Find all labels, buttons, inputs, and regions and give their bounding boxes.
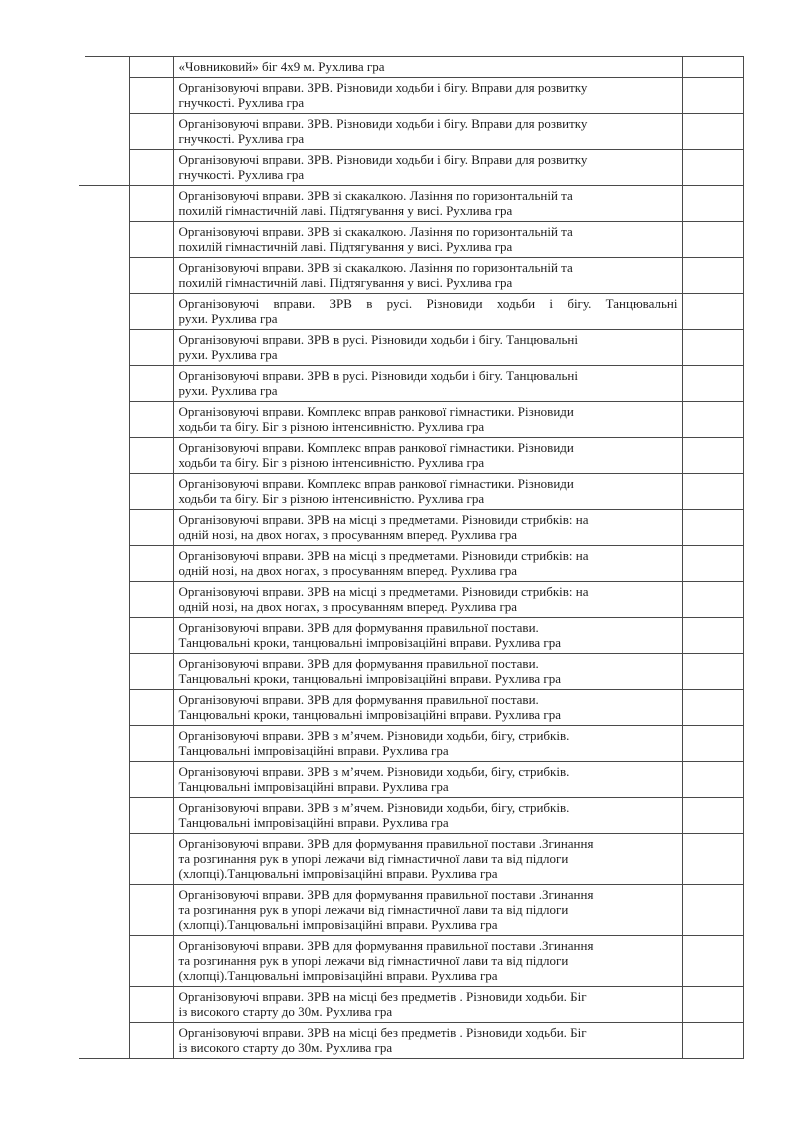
content-line: Організовуючі вправи. ЗРВ на місці без предметів . Різновиди ходьби. Біг (178, 1025, 587, 1040)
table-row (85, 834, 743, 885)
empty-cell (129, 402, 173, 438)
empty-cell (129, 654, 173, 690)
empty-cell (129, 834, 173, 885)
content-line: рухи. Рухлива гра (178, 311, 278, 326)
table-row (85, 57, 743, 78)
content-line: Організовуючі вправи. ЗРВ в русі. Різновиди ходьби і бігу. Танцювальні (178, 368, 578, 383)
content-line: одній нозі, на двох ногах, з просуванням вперед. Рухлива гра (178, 563, 518, 578)
empty-cell (129, 885, 173, 936)
empty-cell (682, 936, 743, 987)
empty-cell (682, 726, 743, 762)
content-line: Організовуючі вправи. ЗРВ для формування правильної постави .Згинання (178, 887, 594, 902)
empty-cell (682, 57, 743, 78)
table-row (85, 330, 743, 366)
content-cell (173, 510, 682, 546)
content-cell (173, 798, 682, 834)
empty-cell (129, 114, 173, 150)
content-cell (173, 258, 682, 294)
lesson-content-table (85, 56, 744, 1059)
table-row (85, 987, 743, 1023)
content-line: із високого старту до 30м. Рухлива гра (178, 1004, 393, 1019)
empty-cell (129, 987, 173, 1023)
empty-cell (682, 1023, 743, 1059)
empty-cell (682, 366, 743, 402)
empty-cell (682, 438, 743, 474)
content-cell (173, 366, 682, 402)
empty-cell (682, 78, 743, 114)
table-row (85, 150, 743, 186)
table-row (85, 294, 743, 330)
table-row (85, 1023, 743, 1059)
content-cell (173, 987, 682, 1023)
content-cell (173, 1023, 682, 1059)
empty-cell (129, 438, 173, 474)
content-line: похилій гімнастичній лаві. Підтягування у висі. Рухлива гра (178, 275, 513, 290)
content-line: одній нозі, на двох ногах, з просуванням вперед. Рухлива гра (178, 527, 518, 542)
content-line: Організовуючі вправи. ЗРВ для формування правильної постави .Згинання (178, 836, 594, 851)
empty-cell (682, 222, 743, 258)
left-section-cell (85, 57, 129, 186)
content-cell (173, 57, 682, 78)
table-row (85, 546, 743, 582)
content-line: ходьби та бігу. Біг з різною інтенсивністю. Рухлива гра (178, 491, 485, 506)
content-cell (173, 546, 682, 582)
empty-cell (682, 186, 743, 222)
content-line: рухи. Рухлива гра (178, 383, 278, 398)
table-row (85, 258, 743, 294)
content-line: рухи. Рухлива гра (178, 347, 278, 362)
empty-cell (129, 582, 173, 618)
content-line: Організовуючі вправи. ЗРВ з м’ячем. Різновиди ходьби, бігу, стрибків. (178, 800, 570, 815)
content-line: гнучкості. Рухлива гра (178, 95, 305, 110)
table-row (85, 474, 743, 510)
left-section-cell (85, 186, 129, 1059)
empty-cell (682, 330, 743, 366)
content-line: та розгинання рук в упорі лежачи від гімнастичної лави та від підлоги (178, 953, 569, 968)
table-row (85, 402, 743, 438)
empty-cell (682, 834, 743, 885)
content-cell (173, 654, 682, 690)
table-row (85, 885, 743, 936)
content-cell (173, 222, 682, 258)
content-line: Організовуючі вправи. ЗРВ з м’ячем. Різновиди ходьби, бігу, стрибків. (178, 764, 570, 779)
content-line: із високого старту до 30м. Рухлива гра (178, 1040, 393, 1055)
empty-cell (129, 474, 173, 510)
content-line: Організовуючі вправи. ЗРВ в русі. Різновиди ходьби і бігу. Танцювальні (178, 296, 678, 311)
table-row (85, 186, 743, 222)
content-line: ходьби та бігу. Біг з різною інтенсивністю. Рухлива гра (178, 419, 485, 434)
empty-cell (682, 654, 743, 690)
content-line: ходьби та бігу. Біг з різною інтенсивністю. Рухлива гра (178, 455, 485, 470)
content-line: (хлопці).Танцювальні імпровізаційні вправи. Рухлива гра (178, 866, 498, 881)
content-cell (173, 474, 682, 510)
content-cell (173, 330, 682, 366)
content-line: Танцювальні кроки, танцювальні імпровізаційні вправи. Рухлива гра (178, 671, 562, 686)
empty-cell (129, 222, 173, 258)
content-cell (173, 936, 682, 987)
empty-cell (682, 114, 743, 150)
content-cell (173, 690, 682, 726)
empty-cell (129, 78, 173, 114)
content-line: Організовуючі вправи. ЗРВ на місці з предметами. Різновиди стрибків: на (178, 548, 589, 563)
empty-cell (682, 150, 743, 186)
empty-cell (129, 294, 173, 330)
content-line: Організовуючі вправи. Комплекс вправ ранкової гімнастики. Різновиди (178, 440, 574, 455)
content-line: Організовуючі вправи. ЗРВ зі скакалкою. Лазіння по горизонтальній та (178, 224, 573, 239)
empty-cell (129, 618, 173, 654)
empty-cell (129, 1023, 173, 1059)
table-row (85, 762, 743, 798)
content-line: Танцювальні імпровізаційні вправи. Рухлива гра (178, 779, 449, 794)
empty-cell (682, 582, 743, 618)
content-line: (хлопці).Танцювальні імпровізаційні вправи. Рухлива гра (178, 968, 498, 983)
table-row (85, 114, 743, 150)
content-line: похилій гімнастичній лаві. Підтягування у висі. Рухлива гра (178, 203, 513, 218)
empty-cell (129, 762, 173, 798)
content-line: Танцювальні кроки, танцювальні імпровізаційні вправи. Рухлива гра (178, 707, 562, 722)
content-line: Організовуючі вправи. ЗРВ для формування правильної постави. (178, 620, 539, 635)
table-row (85, 618, 743, 654)
empty-cell (682, 474, 743, 510)
empty-cell (129, 366, 173, 402)
content-line: Організовуючі вправи. ЗРВ. Різновиди ходьби і бігу. Вправи для розвитку (178, 80, 588, 95)
content-cell (173, 618, 682, 654)
content-line: Організовуючі вправи. ЗРВ для формування правильної постави .Згинання (178, 938, 594, 953)
table-row (85, 438, 743, 474)
content-line: Організовуючі вправи. ЗРВ на місці без предметів . Різновиди ходьби. Біг (178, 989, 587, 1004)
empty-cell (682, 294, 743, 330)
table-row (85, 936, 743, 987)
table-row (85, 78, 743, 114)
empty-cell (129, 510, 173, 546)
content-line: Організовуючі вправи. ЗРВ для формування правильної постави. (178, 692, 539, 707)
table-row (85, 654, 743, 690)
content-line: Організовуючі вправи. ЗРВ на місці з предметами. Різновиди стрибків: на (178, 584, 589, 599)
content-cell (173, 438, 682, 474)
table-row (85, 222, 743, 258)
content-line: Організовуючі вправи. ЗРВ. Різновиди ходьби і бігу. Вправи для розвитку (178, 152, 588, 167)
content-cell (173, 582, 682, 618)
table-body (85, 57, 743, 1059)
content-cell (173, 294, 682, 330)
content-cell (173, 726, 682, 762)
table-row (85, 798, 743, 834)
content-line: Танцювальні імпровізаційні вправи. Рухлива гра (178, 815, 449, 830)
empty-cell (129, 690, 173, 726)
empty-cell (682, 546, 743, 582)
content-cell (173, 834, 682, 885)
empty-cell (129, 546, 173, 582)
content-line: похилій гімнастичній лаві. Підтягування у висі. Рухлива гра (178, 239, 513, 254)
empty-cell (129, 258, 173, 294)
empty-cell (682, 690, 743, 726)
content-line: Організовуючі вправи. ЗРВ зі скакалкою. Лазіння по горизонтальній та (178, 260, 573, 275)
empty-cell (682, 762, 743, 798)
empty-cell (129, 936, 173, 987)
content-cell (173, 762, 682, 798)
content-line: Організовуючі вправи. ЗРВ зі скакалкою. Лазіння по горизонтальній та (178, 188, 573, 203)
empty-cell (682, 987, 743, 1023)
content-line: Танцювальні імпровізаційні вправи. Рухлива гра (178, 743, 449, 758)
empty-cell (682, 885, 743, 936)
empty-cell (129, 726, 173, 762)
empty-cell (682, 258, 743, 294)
content-cell (173, 114, 682, 150)
content-cell (173, 78, 682, 114)
content-line: Організовуючі вправи. ЗРВ для формування правильної постави. (178, 656, 539, 671)
empty-cell (682, 798, 743, 834)
table-row (85, 582, 743, 618)
content-line: гнучкості. Рухлива гра (178, 167, 305, 182)
content-line: одній нозі, на двох ногах, з просуванням вперед. Рухлива гра (178, 599, 518, 614)
content-line: гнучкості. Рухлива гра (178, 131, 305, 146)
content-line: Організовуючі вправи. ЗРВ в русі. Різновиди ходьби і бігу. Танцювальні (178, 332, 578, 347)
content-line: Танцювальні кроки, танцювальні імпровізаційні вправи. Рухлива гра (178, 635, 562, 650)
empty-cell (129, 57, 173, 78)
table-row (85, 510, 743, 546)
content-line: Організовуючі вправи. ЗРВ. Різновиди ходьби і бігу. Вправи для розвитку (178, 116, 588, 131)
empty-cell (129, 186, 173, 222)
empty-cell (129, 798, 173, 834)
content-line: та розгинання рук в упорі лежачи від гімнастичної лави та від підлоги (178, 902, 569, 917)
table-row (85, 726, 743, 762)
content-line: та розгинання рук в упорі лежачи від гімнастичної лави та від підлоги (178, 851, 569, 866)
empty-cell (129, 150, 173, 186)
content-line: (хлопці).Танцювальні імпровізаційні вправи. Рухлива гра (178, 917, 498, 932)
content-line: Організовуючі вправи. ЗРВ з м’ячем. Різновиди ходьби, бігу, стрибків. (178, 728, 570, 743)
empty-cell (682, 402, 743, 438)
content-line: Організовуючі вправи. Комплекс вправ ранкової гімнастики. Різновиди (178, 404, 574, 419)
content-cell (173, 885, 682, 936)
content-cell (173, 402, 682, 438)
empty-cell (129, 330, 173, 366)
empty-cell (682, 510, 743, 546)
empty-cell (682, 618, 743, 654)
table-row (85, 690, 743, 726)
content-line: «Човниковий» біг 4х9 м. Рухлива гра (178, 59, 385, 74)
content-cell (173, 150, 682, 186)
content-cell (173, 186, 682, 222)
table-row (85, 366, 743, 402)
content-line: Організовуючі вправи. ЗРВ на місці з предметами. Різновиди стрибків: на (178, 512, 589, 527)
content-line: Організовуючі вправи. Комплекс вправ ранкової гімнастики. Різновиди (178, 476, 574, 491)
